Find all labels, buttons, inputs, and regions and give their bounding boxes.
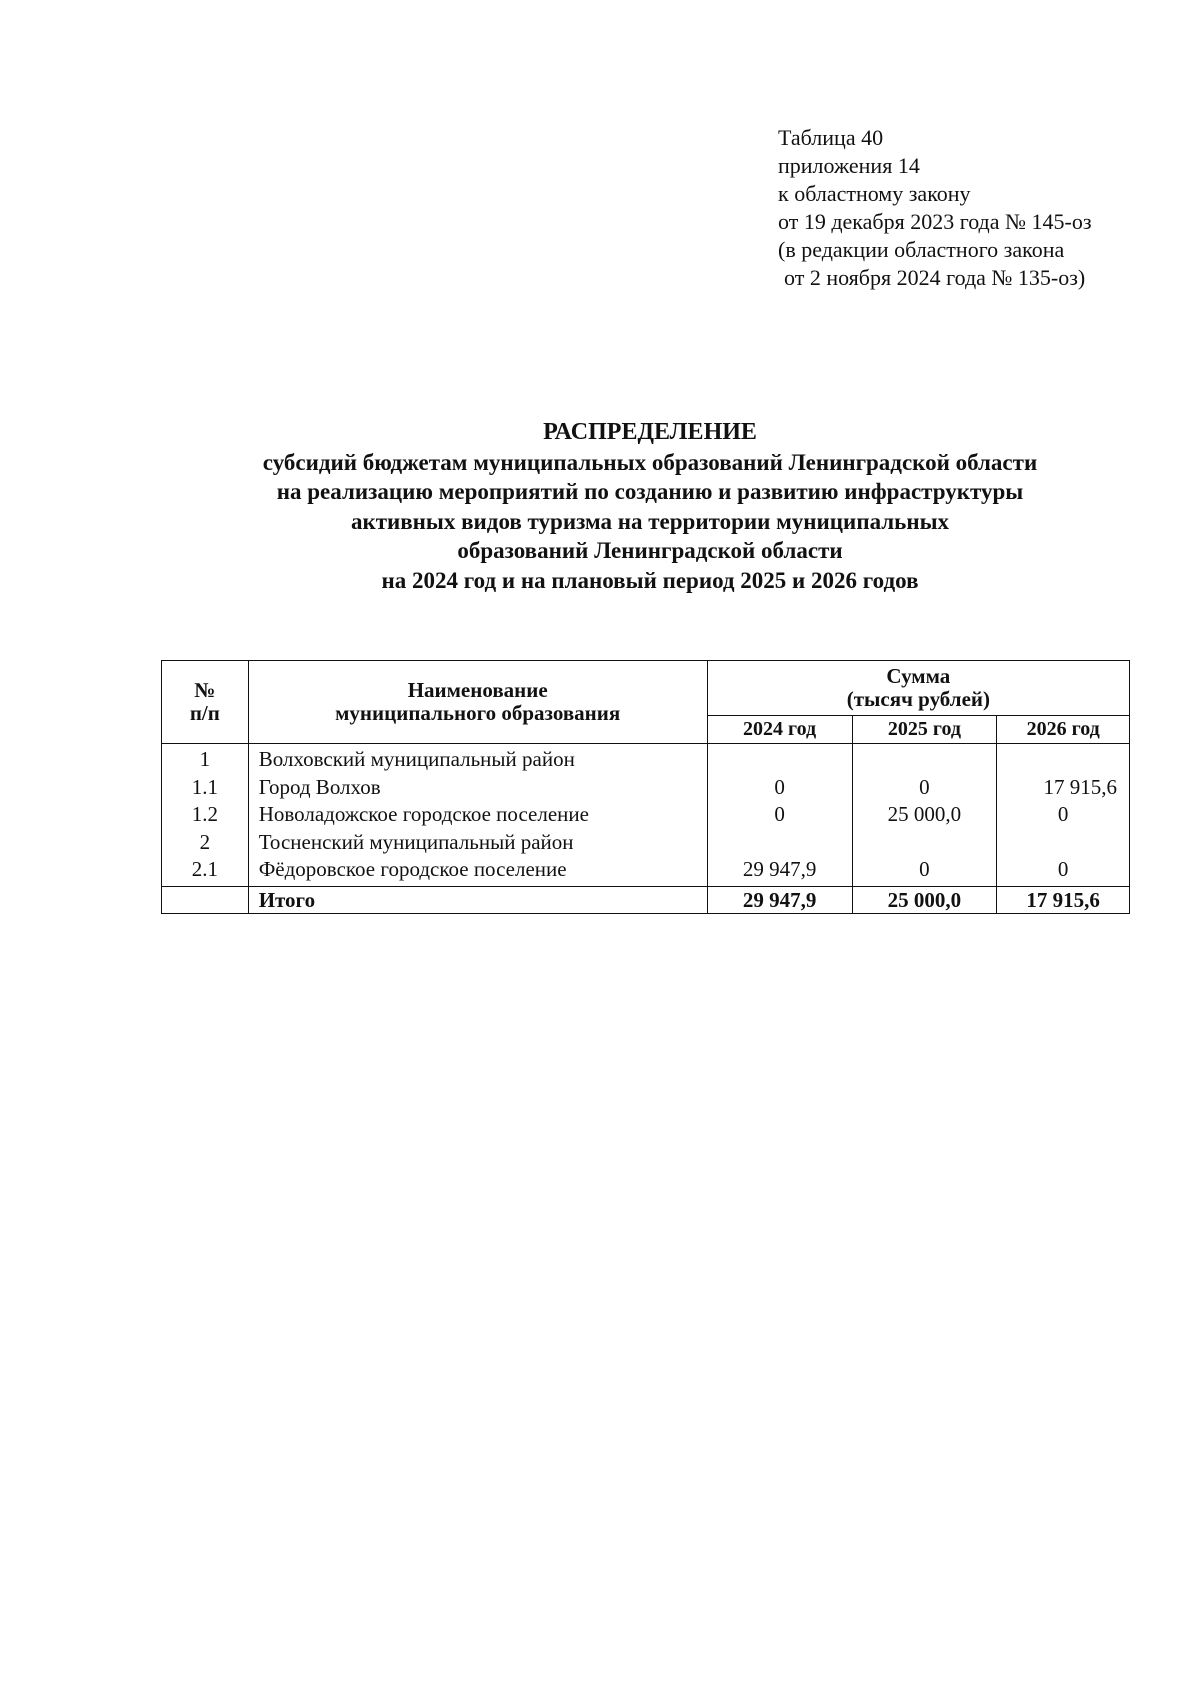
- row-value-2026: 17 915,6: [997, 774, 1130, 802]
- title-line-5: на 2024 год и на плановый период 2025 и 2026 годов: [381, 567, 919, 593]
- row-value-2026: 0: [997, 801, 1130, 829]
- row-num: 2: [162, 829, 249, 857]
- table-row: [162, 856, 1130, 886]
- row-value-2024: [707, 744, 852, 774]
- row-value-2024: [707, 829, 852, 857]
- table-row: [162, 774, 1130, 802]
- row-num: 2.1: [162, 856, 249, 886]
- row-value-2025: 0: [852, 856, 997, 886]
- header-num-label: п/п: [189, 701, 220, 725]
- header-year-2026: 2026 год: [997, 716, 1130, 744]
- row-num: 1.1: [162, 774, 249, 802]
- header-name-line-1: Наименование: [407, 678, 548, 702]
- total-value-2026: 17 915,6: [997, 886, 1130, 913]
- header-note-law-date: от 19 декабря 2023 года № 145-оз: [778, 209, 1092, 234]
- table-row: [162, 744, 1130, 774]
- total-value-2024: 29 947,9: [707, 886, 852, 913]
- header-name: [248, 661, 707, 744]
- header-note-appendix: приложения 14: [778, 153, 920, 178]
- total-label: Итого: [248, 886, 707, 913]
- header-year-2025: 2025 год: [852, 716, 997, 744]
- table-row: [162, 829, 1130, 857]
- row-value-2025: 0: [852, 774, 997, 802]
- header-note-table-number: Таблица 40: [778, 125, 884, 150]
- header-year-2024: 2024 год: [707, 716, 852, 744]
- document-title: [0, 418, 1200, 595]
- table-row: [162, 801, 1130, 829]
- row-value-2025: [852, 744, 997, 774]
- row-name: Фёдоровское городское поселение: [248, 856, 707, 886]
- header-num-symbol: №: [194, 678, 216, 702]
- header-note-revision: (в редакции областного закона: [778, 237, 1065, 262]
- row-value-2025: 25 000,0: [852, 801, 997, 829]
- row-name: Город Волхов: [248, 774, 707, 802]
- row-value-2024: 0: [707, 774, 852, 802]
- header-num: [162, 661, 249, 744]
- row-value-2025: [852, 829, 997, 857]
- row-name: Тосненский муниципальный район: [248, 829, 707, 857]
- row-value-2024: 0: [707, 801, 852, 829]
- row-num: 1.2: [162, 801, 249, 829]
- title-line-2: на реализацию мероприятий по созданию и развитию инфраструктуры: [276, 479, 1024, 504]
- header-note-law: к областному закону: [778, 181, 971, 206]
- title-line-4: образований Ленинградской области: [457, 538, 843, 563]
- header-sum-line-2: (тысяч рублей): [846, 687, 990, 711]
- row-num: 1: [162, 744, 249, 774]
- subsidy-table: [161, 660, 1130, 914]
- header-note: [778, 124, 1092, 292]
- row-value-2024: 29 947,9: [707, 856, 852, 886]
- row-name: Новоладожское городское поселение: [248, 801, 707, 829]
- title-line-3: активных видов туризма на территории муниципальных: [350, 508, 950, 534]
- table-body: [162, 744, 1130, 887]
- header-note-revision-date: от 2 ноября 2024 года № 135-оз): [784, 265, 1086, 290]
- header-sum-line-1: Сумма: [886, 664, 951, 688]
- title-line-1: субсидий бюджетам муниципальных образований Ленинградской области: [262, 449, 1038, 475]
- row-value-2026: 0: [997, 856, 1130, 886]
- title-main: РАСПРЕДЕЛЕНИЕ: [543, 419, 757, 445]
- total-value-2025: 25 000,0: [852, 886, 997, 913]
- total-row: [162, 886, 1130, 913]
- header-sum: [707, 661, 1129, 716]
- header-name-line-2: муниципального образования: [335, 701, 621, 725]
- total-num: [162, 886, 249, 913]
- row-value-2026: [997, 829, 1130, 857]
- row-name: Волховский муниципальный район: [248, 744, 707, 774]
- row-value-2026: [997, 744, 1130, 774]
